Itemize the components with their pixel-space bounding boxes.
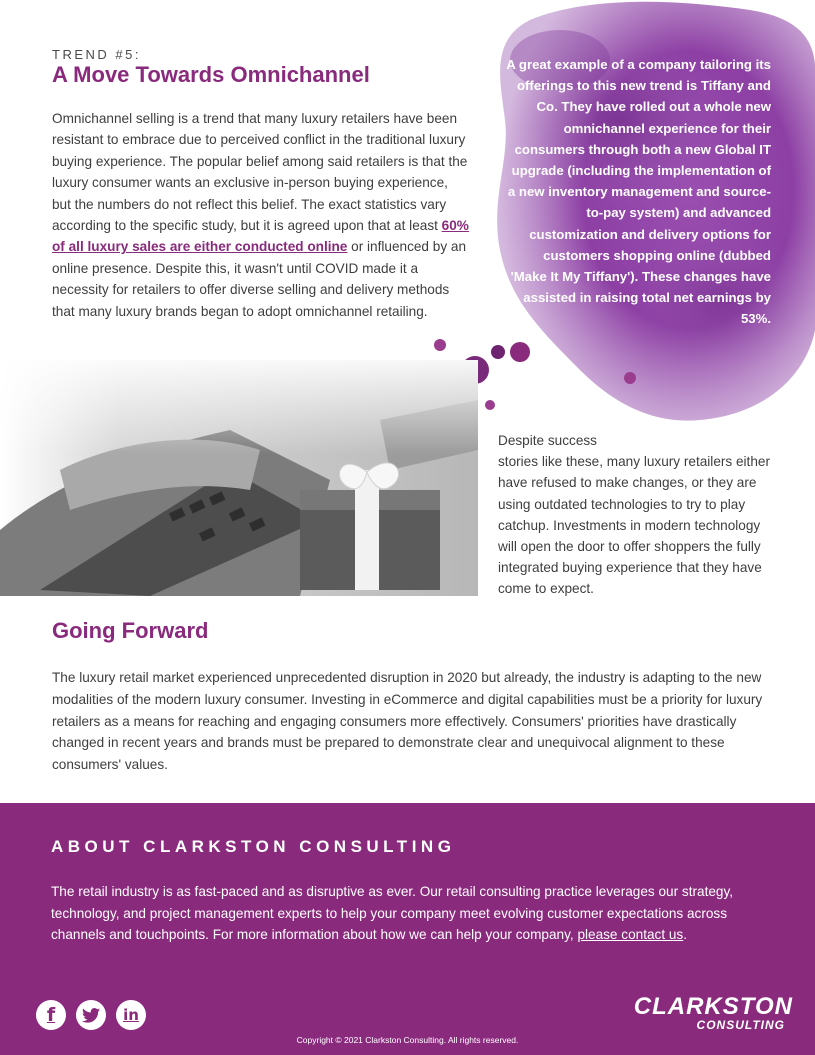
about-text-body: The retail industry is as fast-paced and as disruptive as ever. Our retail consulting practice leverages our strategy, technology, and project management experts to help your company meet evolving customer expectations across channels and touchpoints. For more information about how we can help your company, (51, 884, 734, 943)
logo-main-text: CLARKSTON (633, 993, 793, 1020)
contact-us-link[interactable]: please contact us (577, 927, 684, 943)
about-footer (0, 803, 815, 1055)
about-paragraph (51, 881, 766, 946)
about-heading: ABOUT CLARKSTON CONSULTING (51, 837, 456, 856)
twitter-icon[interactable] (76, 1000, 106, 1030)
side-text-body: stories like these, many luxury retailers either have refused to make changes, or they are using outdated technologies to try to play catchup. Investments in modern technology will open the door to offer shoppers the fully integrated buying experience that they have come to expect. (498, 454, 770, 597)
twitter-bird-icon (82, 1008, 100, 1023)
intro-text-end: or influenced by an online presence. Despite this, it wasn't until COVID made it a necessity for retailers to offer diverse selling and delivery methods that many luxury brands began to adopt omnichannel retailing. (52, 239, 467, 319)
going-forward-heading: Going Forward (52, 618, 209, 643)
about-text-end: . (683, 927, 688, 943)
clarkston-logo (588, 995, 793, 1031)
trend-label: TREND #5: (52, 47, 141, 62)
facebook-icon[interactable]: f (36, 1000, 66, 1030)
luxury-sales-link[interactable]: 60% of all luxury sales are either conducted online (52, 218, 469, 255)
logo-sub-text: CONSULTING (696, 1018, 785, 1032)
gift-keyboard-photo (0, 360, 478, 596)
going-forward-paragraph: The luxury retail market experienced unprecedented disruption in 2020 but already, the industry is adapting to the new modalities of the modern luxury consumer. Investing in eCommerce and digital capabilities must be a priority for luxury retailers as a means for reaching and engaging consumers more effectively. Consumers' priorities have drastically changed in recent years and brands must be prepared to demonstrate clear and unequivocal alignment to these consumers' values. (52, 670, 763, 773)
copyright-notice: Copyright © 2021 Clarkston Consulting. All rights reserved. (296, 1035, 519, 1045)
linkedin-icon[interactable]: in (116, 1000, 146, 1030)
side-paragraph (498, 430, 780, 600)
page-title: A Move Towards Omnichannel (52, 62, 370, 87)
intro-paragraph (52, 108, 470, 322)
tiffany-callout: A great example of a company tailoring its offerings to this new trend is Tiffany and Co. They have rolled out a whole new omnichannel experience for their consumers through both a new Global IT upgrade (including the implementation of a new inventory management and source-to-pay system) and advanced customization and delivery options for customers shopping online (dubbed 'Make It My Tiffany'). These changes have assisted in raising total net earnings by 53%. (506, 57, 771, 327)
intro-text-start: Omnichannel selling is a trend that many luxury retailers have been resistant to embrace due to perceived conflict in the traditional luxury buying experience. The popular belief among said retailers is that the luxury consumer wants an exclusive in-person buying experience, but the numbers do not reflect this belief. The exact statistics vary according to the specific study, but it is agreed upon that at least (52, 111, 468, 234)
side-text-first-line: Despite success (498, 433, 597, 448)
